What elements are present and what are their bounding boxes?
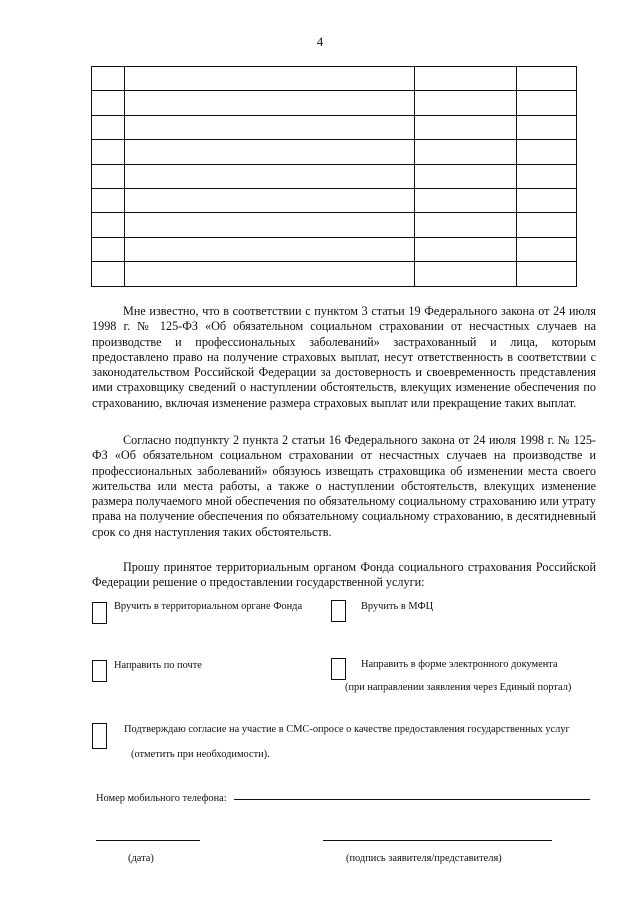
date-caption: (дата) (128, 853, 154, 864)
phone-input-line[interactable] (234, 799, 590, 800)
table-cell (125, 237, 415, 261)
data-table (91, 66, 577, 287)
table-cell (517, 237, 577, 261)
page-number: 4 (316, 34, 324, 49)
table-cell (415, 188, 517, 212)
table-cell (125, 67, 415, 91)
table-body (92, 67, 577, 287)
table-cell (92, 188, 125, 212)
sms-consent-note: (отметить при необходимости). (131, 749, 270, 760)
signature-line[interactable] (323, 840, 552, 841)
table-cell (517, 188, 577, 212)
table-cell (415, 91, 517, 115)
table-cell (125, 262, 415, 286)
table-cell (92, 140, 125, 164)
phone-label: Номер мобильного телефона: (96, 793, 227, 804)
table-cell (92, 213, 125, 237)
table-row (92, 164, 577, 188)
table-cell (517, 213, 577, 237)
table-cell (517, 67, 577, 91)
table-cell (517, 262, 577, 286)
send-electronic-label: Направить в форме электронного документа (361, 659, 558, 670)
table-cell (415, 164, 517, 188)
deliver-fund-checkbox[interactable] (92, 602, 107, 624)
deliver-mfc-checkbox[interactable] (331, 600, 346, 622)
liability-paragraph: Мне известно, что в соответствии с пунктом 3 статьи 19 Федерального закона от 24 июля 1998 г. № 125-ФЗ «Об обязательном социальном страховании от несчастных случаев на производстве и профессиональных заболеваний» застрахованный и лица, которым предоставлено право на получение страховых выплат, несут ответственность в соответствии с законодательством Российской Федерации за достоверность и своевременность представления ими страховщику сведений о наступлении обстоятельств, влекущих изменение обеспечения по страхованию, включая изменение размера страховых выплат или прекращение таких выплат. (92, 304, 596, 410)
delivery-request-paragraph: Прошу принятое территориальным органом Фонда социального страхования Российской Федерации решение о предоставлении государственной услуги: (92, 560, 596, 590)
table-row (92, 91, 577, 115)
table-row (92, 262, 577, 286)
table-cell (125, 188, 415, 212)
table-cell (92, 91, 125, 115)
table-cell (125, 164, 415, 188)
table-cell (415, 115, 517, 139)
send-electronic-checkbox[interactable] (331, 658, 346, 680)
table-cell (125, 213, 415, 237)
deliver-fund-label: Вручить в территориальном органе Фонда (114, 601, 303, 612)
sms-consent-checkbox[interactable] (92, 723, 107, 749)
table-cell (415, 140, 517, 164)
table-row (92, 140, 577, 164)
table-cell (517, 115, 577, 139)
sms-consent-label: Подтверждаю согласие на участие в СМС-опросе о качестве предоставления государственных услуг (124, 724, 570, 735)
table-row (92, 115, 577, 139)
send-electronic-note: (при направлении заявления через Единый портал) (345, 682, 572, 693)
table-row (92, 237, 577, 261)
table-cell (415, 67, 517, 91)
table-cell (92, 115, 125, 139)
table-cell (125, 115, 415, 139)
table-cell (125, 91, 415, 115)
date-line[interactable] (96, 840, 200, 841)
deliver-mfc-label: Вручить в МФЦ (361, 601, 434, 612)
signature-caption: (подпись заявителя/представителя) (346, 853, 502, 864)
table-cell (92, 67, 125, 91)
table-row (92, 188, 577, 212)
table-cell (125, 140, 415, 164)
table-cell (92, 164, 125, 188)
table-cell (415, 213, 517, 237)
table-cell (517, 91, 577, 115)
send-mail-label: Направить по почте (114, 660, 202, 671)
table-row (92, 213, 577, 237)
table-cell (415, 262, 517, 286)
table-row (92, 67, 577, 91)
table-cell (92, 237, 125, 261)
table-cell (517, 140, 577, 164)
table-cell (92, 262, 125, 286)
table-cell (517, 164, 577, 188)
send-mail-checkbox[interactable] (92, 660, 107, 682)
table-cell (415, 237, 517, 261)
notification-obligation-paragraph: Согласно подпункту 2 пункта 2 статьи 16 Федерального закона от 24 июля 1998 г. № 125-ФЗ «Об обязательном социальном страховании от несчастных случаев на производстве и профессиональных заболеваний» обязуюсь извещать страховщика об изменении места своего жительства или места работы, а также о наступлении обстоятельств, влекущих изменение размера получаемого мной обеспечения по обязательному социальному страхованию или утрату права на получение обеспечения по обязательному социальному страхованию, в десятидневный срок со дня наступления таких обстоятельств. (92, 433, 596, 539)
